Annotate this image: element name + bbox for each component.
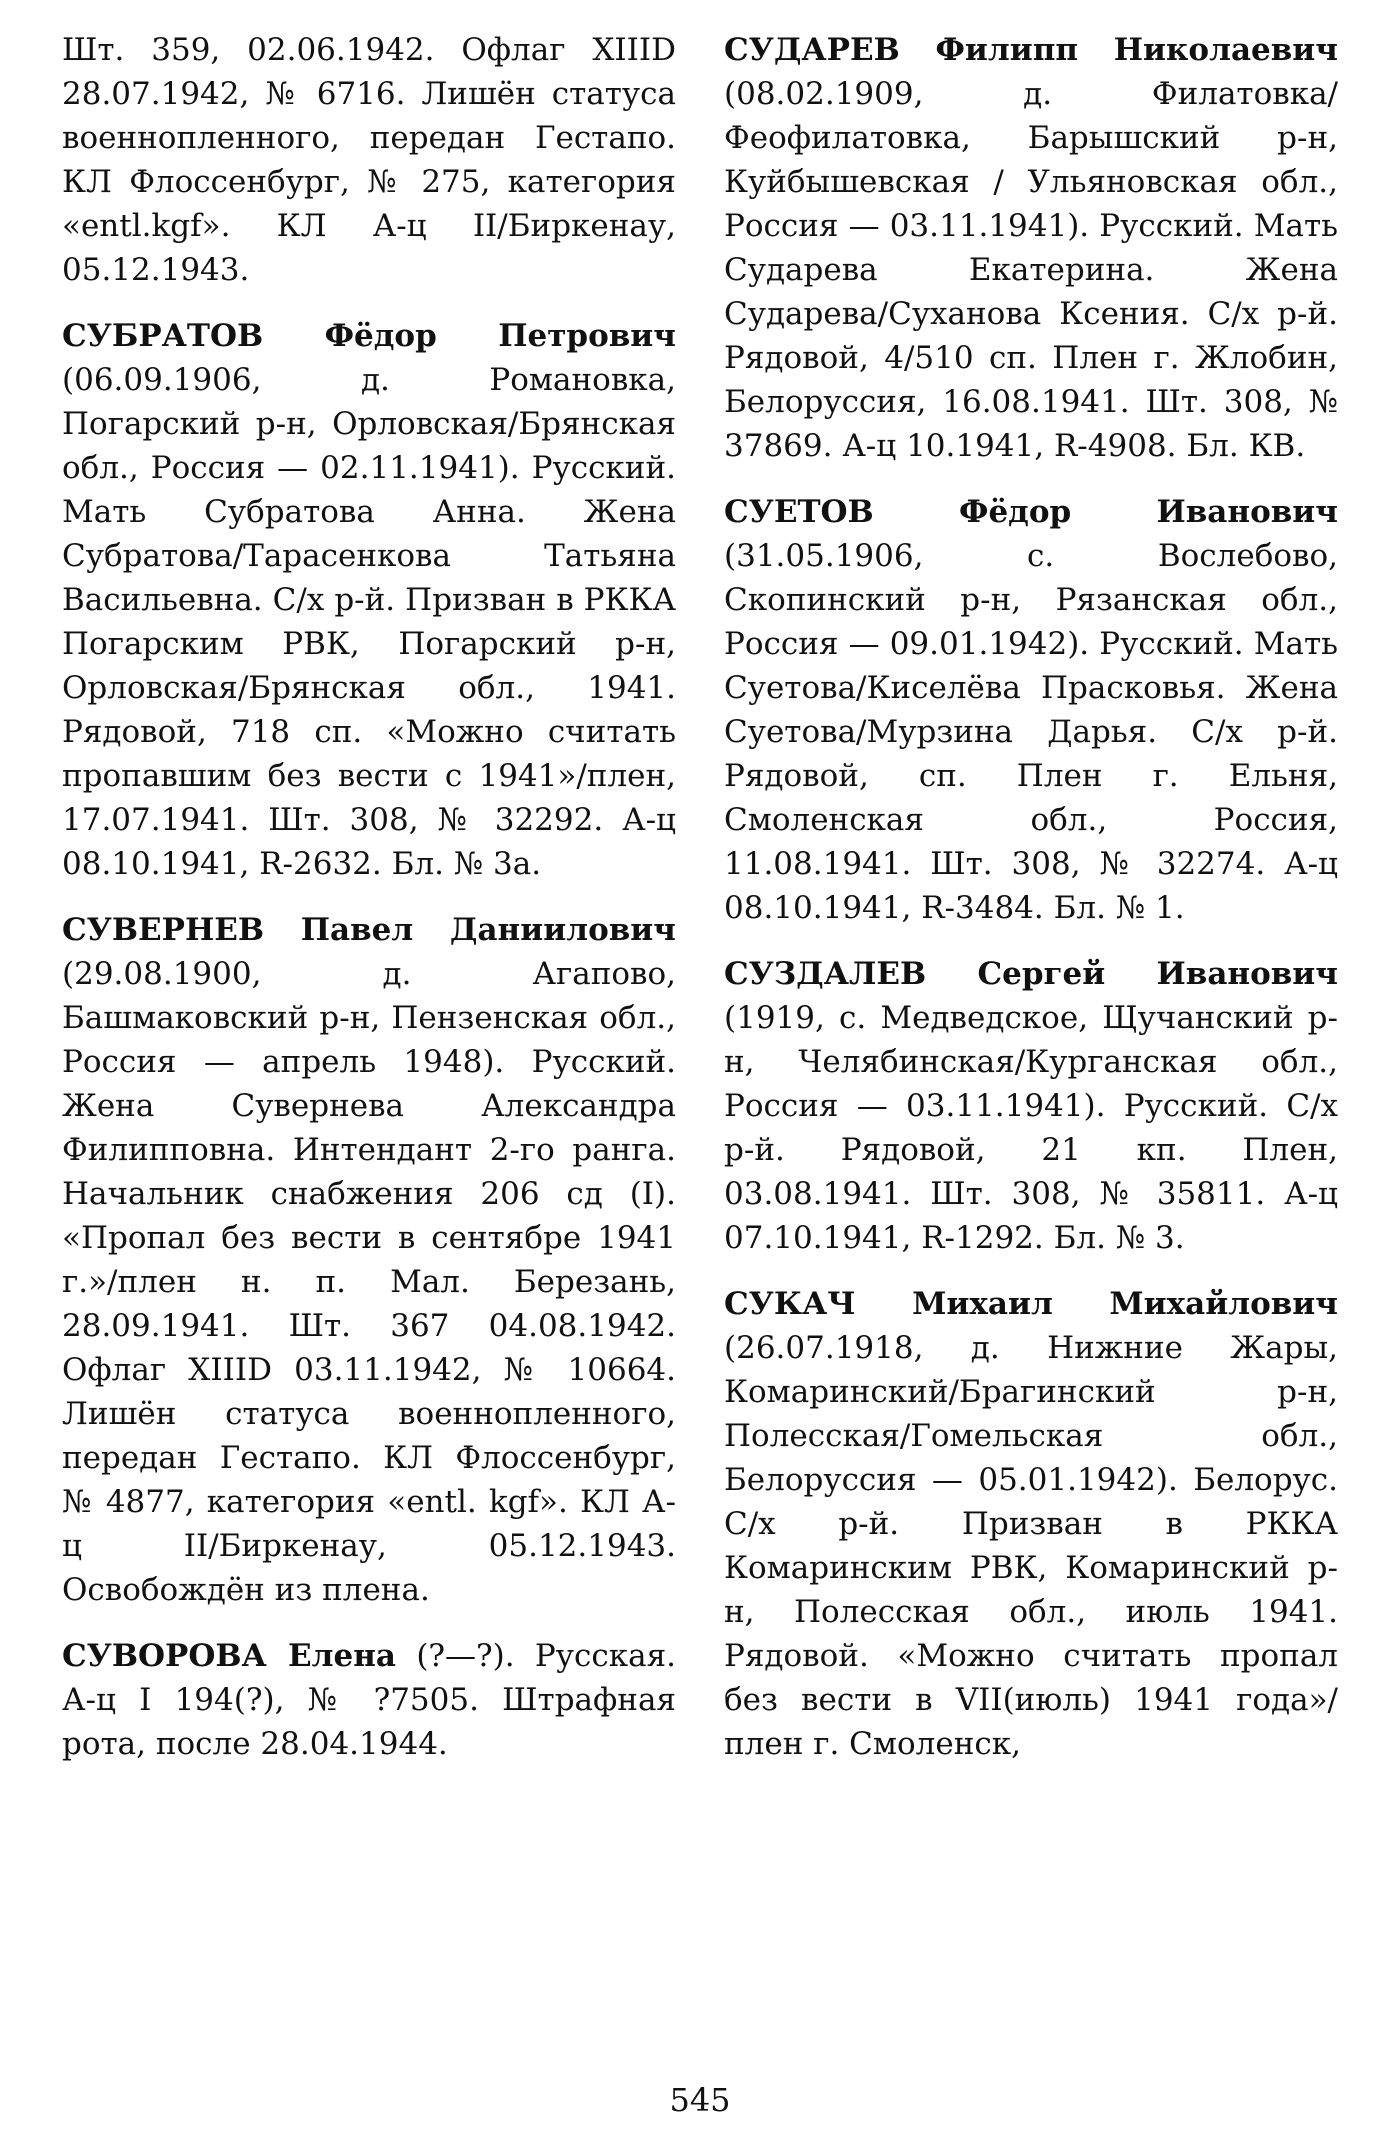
right-column [724, 28, 1338, 1998]
entry-suvorova [62, 1634, 676, 1766]
entry-name: СУВЕРНЕВ Павел Даниилович [62, 912, 676, 948]
entry-text: Шт. 359, 02.06.1942. Офлаг XIIID 28.07.1942, № 6716. Лишён статуса военнопленного, передан Гестапо. КЛ Флоссенбург, № 275, категория «entl.kgf». КЛ А-ц II/Биркенау, 05.12.1943. [62, 32, 676, 288]
entry-subratov [62, 314, 676, 886]
entry-text: (06.09.1906, д. Романовка, Погарский р-н, Орловская/Брянская обл., Россия — 02.11.1941). Русский. Мать Субратова Анна. Жена Субратова/Тарасенкова Татьяна Васильевна. С/х р-й. Призван в РККА Погарским РВК, Погарский р-н, Орловская/Брянская обл., 1941. Рядовой, 718 сп. «Можно считать пропавшим без вести с 1941»/плен, 17.07.1941. Шт. 308, № 32292. А-ц 08.10.1941, R-2632. Бл. № 3а. [62, 362, 676, 882]
left-column [62, 28, 676, 1998]
entry-name: СУВОРОВА Елена [62, 1638, 397, 1674]
entry-suetov [724, 490, 1338, 930]
entry-continued [62, 28, 676, 292]
entry-text: (08.02.1909, д. Филатовка/Феофилатовка, Барышский р-н, Куйбышевская / Ульяновская обл., Россия — 03.11.1941). Русский. Мать Сударева Екатерина. Жена Сударева/Суханова Ксения. С/х р-й. Рядовой, 4/510 сп. Плен г. Жлобин, Белоруссия, 16.08.1941. Шт. 308, № 37869. А-ц 10.1941, R-4908. Бл. КВ. [724, 76, 1338, 464]
entry-text: (?—?). Русская. А-ц I 194(?), № ?7505. Штрафная рота, после 28.04.1944. [62, 1638, 676, 1762]
entry-name: СУЕТОВ Фёдор Иванович [724, 494, 1338, 530]
entry-name: СУКАЧ Михаил Михайлович [724, 1286, 1338, 1322]
document-page [62, 28, 1338, 1998]
entry-sukach [724, 1282, 1338, 1766]
page-number: 545 [669, 2081, 731, 2119]
entry-suvernev [62, 908, 676, 1612]
entry-text: (29.08.1900, д. Агапово, Башмаковский р-н, Пензенская обл., Россия — апрель 1948). Русский. Жена Сувернева Александра Филипповна. Интендант 2-го ранга. Начальник снабжения 206 сд (I). «Пропал без вести в сентябре 1941 г.»/плен н. п. Мал. Березань, 28.09.1941. Шт. 367 04.08.1942. Офлаг XIIID 03.11.1942, № 10664. Лишён статуса военнопленного, передан Гестапо. КЛ Флоссенбург, № 4877, категория «entl. kgf». КЛ А-ц II/Биркенау, 05.12.1943. Освобождён из плена. [62, 956, 676, 1608]
entry-text: (1919, с. Медведское, Щучанский р-н, Челябинская/Курганская обл., Россия — 03.11.1941). Русский. С/х р-й. Рядовой, 21 кп. Плен, 03.08.1941. Шт. 308, № 35811. А-ц 07.10.1941, R-1292. Бл. № 3. [724, 1000, 1338, 1256]
entry-suzdalev [724, 952, 1338, 1260]
entry-name: СУДАРЕВ Филипп Николаевич [724, 32, 1338, 68]
entry-name: СУБРАТОВ Фёдор Петрович [62, 318, 676, 354]
entry-text: (26.07.1918, д. Нижние Жары, Комаринский/Брагинский р-н, Полесская/Гомельская обл., Белоруссия — 05.01.1942). Белорус. С/х р-й. Призван в РККА Комаринским РВК, Комаринский р-н, Полесская обл., июль 1941. Рядовой. «Можно считать пропал без вести в VII(июль) 1941 года»/плен г. Смоленск, [724, 1330, 1338, 1762]
entry-sudarev [724, 28, 1338, 468]
entry-text: (31.05.1906, с. Вослебово, Скопинский р-н, Рязанская обл., Россия — 09.01.1942). Русский. Мать Суетова/Киселёва Прасковья. Жена Суетова/Мурзина Дарья. С/х р-й. Рядовой, сп. Плен г. Ельня, Смоленская обл., Россия, 11.08.1941. Шт. 308, № 32274. А-ц 08.10.1941, R-3484. Бл. № 1. [724, 538, 1338, 926]
entry-name: СУЗДАЛЕВ Сергей Иванович [724, 956, 1338, 992]
